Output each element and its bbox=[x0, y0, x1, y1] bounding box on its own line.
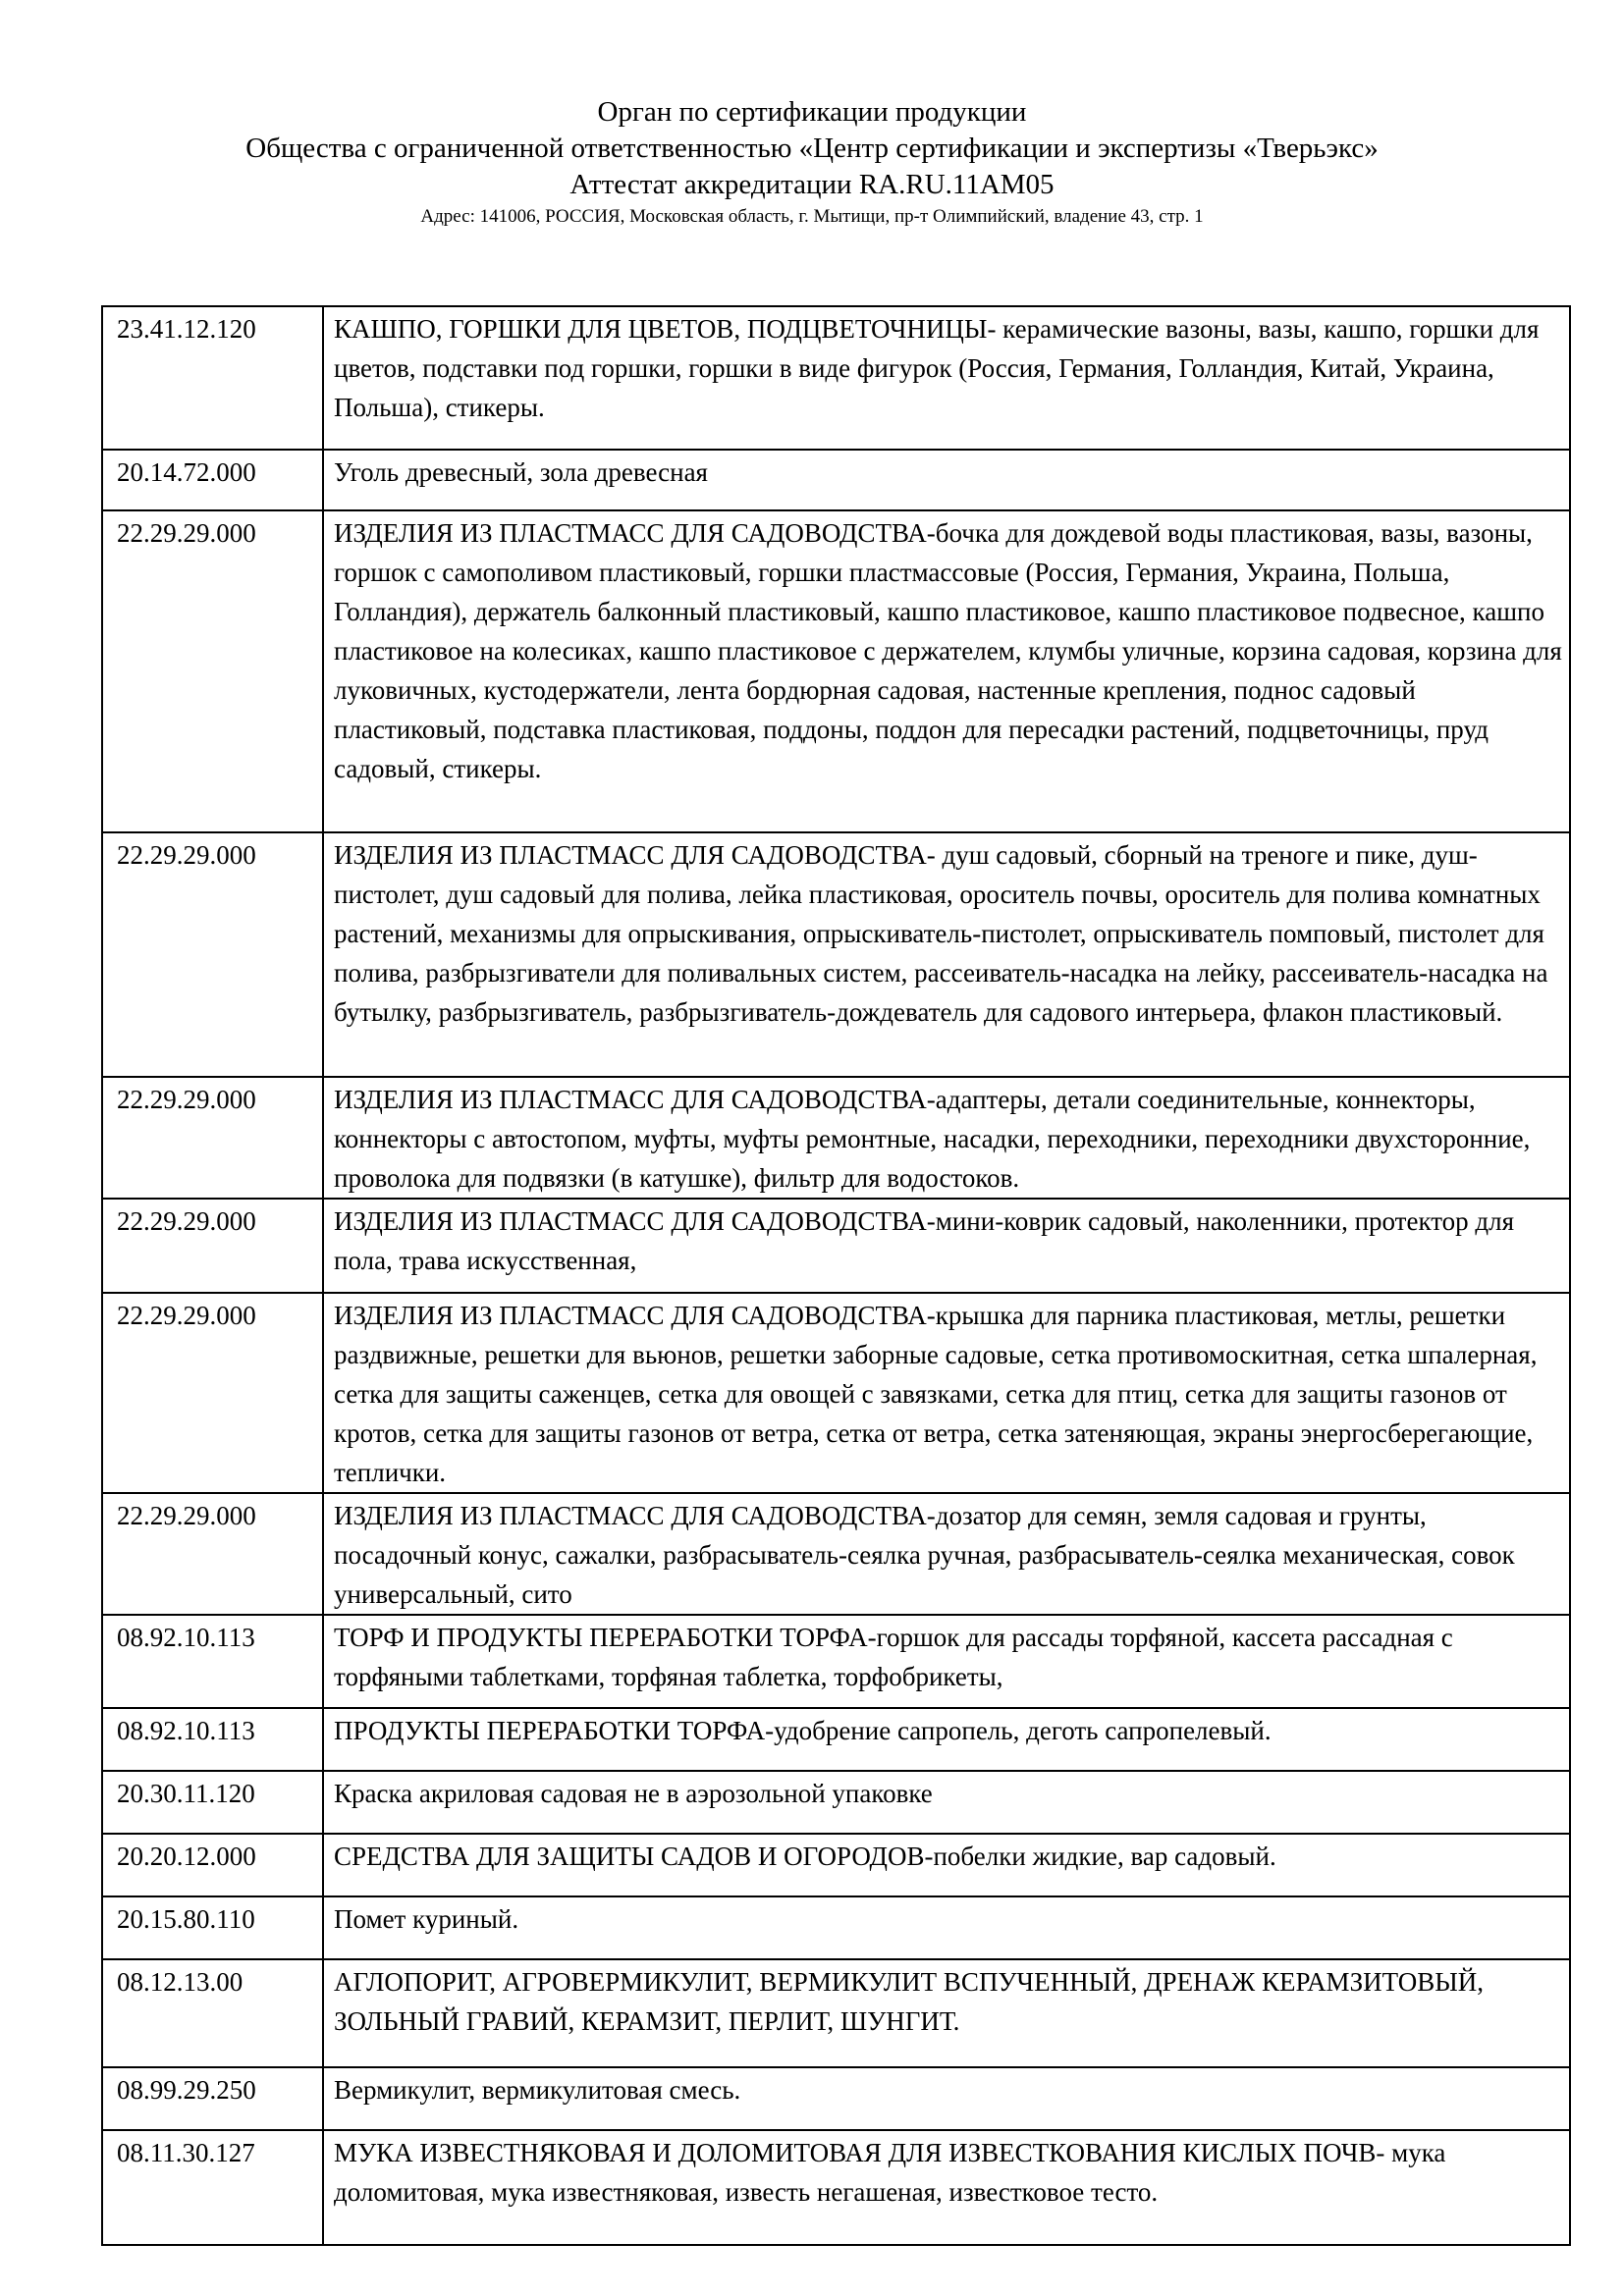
product-description: АГЛОПОРИТ, АГРОВЕРМИКУЛИТ, ВЕРМИКУЛИТ ВСПУЧЕННЫЙ, ДРЕНАЖ КЕРАМЗИТОВЫЙ, ЗОЛЬНЫЙ ГРАВИЙ, КЕРАМЗИТ, ПЕРЛИТ, ШУНГИТ. bbox=[323, 1959, 1570, 2067]
table-row bbox=[102, 1771, 1570, 1834]
table-row bbox=[102, 1708, 1570, 1771]
table-row bbox=[102, 832, 1570, 1077]
table-row bbox=[102, 1293, 1570, 1493]
table-row bbox=[102, 1896, 1570, 1959]
product-description: ИЗДЕЛИЯ ИЗ ПЛАСТМАСС ДЛЯ САДОВОДСТВА-мини-коврик садовый, наколенники, протектор для пола, трава искусственная, bbox=[323, 1199, 1570, 1293]
product-description: ИЗДЕЛИЯ ИЗ ПЛАСТМАСС ДЛЯ САДОВОДСТВА-адаптеры, детали соединительные, коннекторы, коннекторы с автостопом, муфты, муфты ремонтные, насадки, переходники, переходники двухсторонние, проволока для подвязки (в катушке), фильтр для водостоков. bbox=[323, 1077, 1570, 1199]
table-row bbox=[102, 1959, 1570, 2067]
okpd-code: 22.29.29.000 bbox=[102, 1293, 323, 1493]
table-row bbox=[102, 450, 1570, 510]
product-description: ИЗДЕЛИЯ ИЗ ПЛАСТМАСС ДЛЯ САДОВОДСТВА-крышка для парника пластиковая, метлы, решетки раздвижные, решетки для вьюнов, решетки заборные садовые, сетка противомоскитная, сетка шпалерная, сетка для защиты саженцев, сетка для овощей с завязками, сетка для птиц, сетка для защиты газонов от кротов, сетка для защиты газонов от ветра, сетка от ветра, сетка затеняющая, экраны энергосберегающие, теплички. bbox=[323, 1293, 1570, 1493]
okpd-code: 20.15.80.110 bbox=[102, 1896, 323, 1959]
product-description: ТОРФ И ПРОДУКТЫ ПЕРЕРАБОТКИ ТОРФА-горшок для рассады торфяной, кассета рассадная с торфяными таблетками, торфяная таблетка, торфобрикеты, bbox=[323, 1615, 1570, 1708]
okpd-code: 20.30.11.120 bbox=[102, 1771, 323, 1834]
product-description: Помет куриный. bbox=[323, 1896, 1570, 1959]
table-row bbox=[102, 510, 1570, 832]
products-table bbox=[101, 305, 1571, 2246]
okpd-code: 08.99.29.250 bbox=[102, 2067, 323, 2130]
product-description: Краска акриловая садовая не в аэрозольной упаковке bbox=[323, 1771, 1570, 1834]
okpd-code: 22.29.29.000 bbox=[102, 1199, 323, 1293]
product-description: МУКА ИЗВЕСТНЯКОВАЯ И ДОЛОМИТОВАЯ ДЛЯ ИЗВЕСТКОВАНИЯ КИСЛЫХ ПОЧВ- мука доломитовая, мука известняковая, известь негашеная, известковое тесто. bbox=[323, 2130, 1570, 2245]
okpd-code: 22.29.29.000 bbox=[102, 832, 323, 1077]
okpd-code: 08.92.10.113 bbox=[102, 1615, 323, 1708]
product-description: ИЗДЕЛИЯ ИЗ ПЛАСТМАСС ДЛЯ САДОВОДСТВА-бочка для дождевой воды пластиковая, вазы, вазоны, горшок с самополивом пластиковый, горшки пластмассовые (Россия, Германия, Украина, Польша, Голландия), держатель балконный пластиковый, кашпо пластиковое, кашпо пластиковое подвесное, кашпо пластиковое на колесиках, кашпо пластиковое с держателем, клумбы уличные, корзина садовая, корзина для луковичных, кустодержатели, лента бордюрная садовая, настенные крепления, поднос садовый пластиковый, подставка пластиковая, поддоны, поддон для пересадки растений, подцветочницы, пруд садовый, стикеры. bbox=[323, 510, 1570, 832]
product-description: ИЗДЕЛИЯ ИЗ ПЛАСТМАСС ДЛЯ САДОВОДСТВА- душ садовый, сборный на треноге и пике, душ-пистолет, душ садовый для полива, лейка пластиковая, ороситель почвы, ороситель для полива комнатных растений, механизмы для опрыскивания, опрыскиватель-пистолет, опрыскиватель помповый, пистолет для полива, разбрызгиватели для поливальных систем, рассеиватель-насадка на лейку, рассеиватель-насадка на бутылку, разбрызгиватель, разбрызгиватель-дождеватель для садового интерьера, флакон пластиковый. bbox=[323, 832, 1570, 1077]
org-title: Орган по сертификации продукции bbox=[597, 96, 1027, 128]
document-header bbox=[0, 94, 1624, 231]
accreditation-certificate: Аттестат аккредитации RA.RU.11AM05 bbox=[569, 169, 1055, 200]
table-row bbox=[102, 1834, 1570, 1896]
okpd-code: 22.29.29.000 bbox=[102, 1493, 323, 1615]
product-description: КАШПО, ГОРШКИ ДЛЯ ЦВЕТОВ, ПОДЦВЕТОЧНИЦЫ- керамические вазоны, вазы, кашпо, горшки для цветов, подставки под горшки, горшки в виде фигурок (Россия, Германия, Голландия, Китай, Украина, Польша), стикеры. bbox=[323, 306, 1570, 450]
product-description: ПРОДУКТЫ ПЕРЕРАБОТКИ ТОРФА-удобрение сапропель, деготь сапропелевый. bbox=[323, 1708, 1570, 1771]
table-row bbox=[102, 306, 1570, 450]
okpd-code: 08.12.13.00 bbox=[102, 1959, 323, 2067]
okpd-code: 20.14.72.000 bbox=[102, 450, 323, 510]
org-address: Адрес: 141006, РОССИЯ, Московская область, г. Мытищи, пр-т Олимпийский, владение 43, стр. 1 bbox=[420, 206, 1204, 227]
table-row bbox=[102, 2130, 1570, 2245]
table-row bbox=[102, 1199, 1570, 1293]
org-company-name: Общества с ограниченной ответственностью «Центр сертификации и экспертизы «Тверьэкс» bbox=[245, 133, 1379, 164]
product-description: Уголь древесный, зола древесная bbox=[323, 450, 1570, 510]
table-row bbox=[102, 1493, 1570, 1615]
okpd-code: 08.11.30.127 bbox=[102, 2130, 323, 2245]
okpd-code: 22.29.29.000 bbox=[102, 510, 323, 832]
table-row bbox=[102, 1077, 1570, 1199]
okpd-code: 23.41.12.120 bbox=[102, 306, 323, 450]
okpd-code: 08.92.10.113 bbox=[102, 1708, 323, 1771]
product-description: ИЗДЕЛИЯ ИЗ ПЛАСТМАСС ДЛЯ САДОВОДСТВА-дозатор для семян, земля садовая и грунты, посадочный конус, сажалки, разбрасыватель-сеялка ручная, разбрасыватель-сеялка механическая, совок универсальный, сито bbox=[323, 1493, 1570, 1615]
okpd-code: 20.20.12.000 bbox=[102, 1834, 323, 1896]
product-description: Вермикулит, вермикулитовая смесь. bbox=[323, 2067, 1570, 2130]
table-row bbox=[102, 1615, 1570, 1708]
okpd-code: 22.29.29.000 bbox=[102, 1077, 323, 1199]
product-description: СРЕДСТВА ДЛЯ ЗАЩИТЫ САДОВ И ОГОРОДОВ-побелки жидкие, вар садовый. bbox=[323, 1834, 1570, 1896]
table-row bbox=[102, 2067, 1570, 2130]
